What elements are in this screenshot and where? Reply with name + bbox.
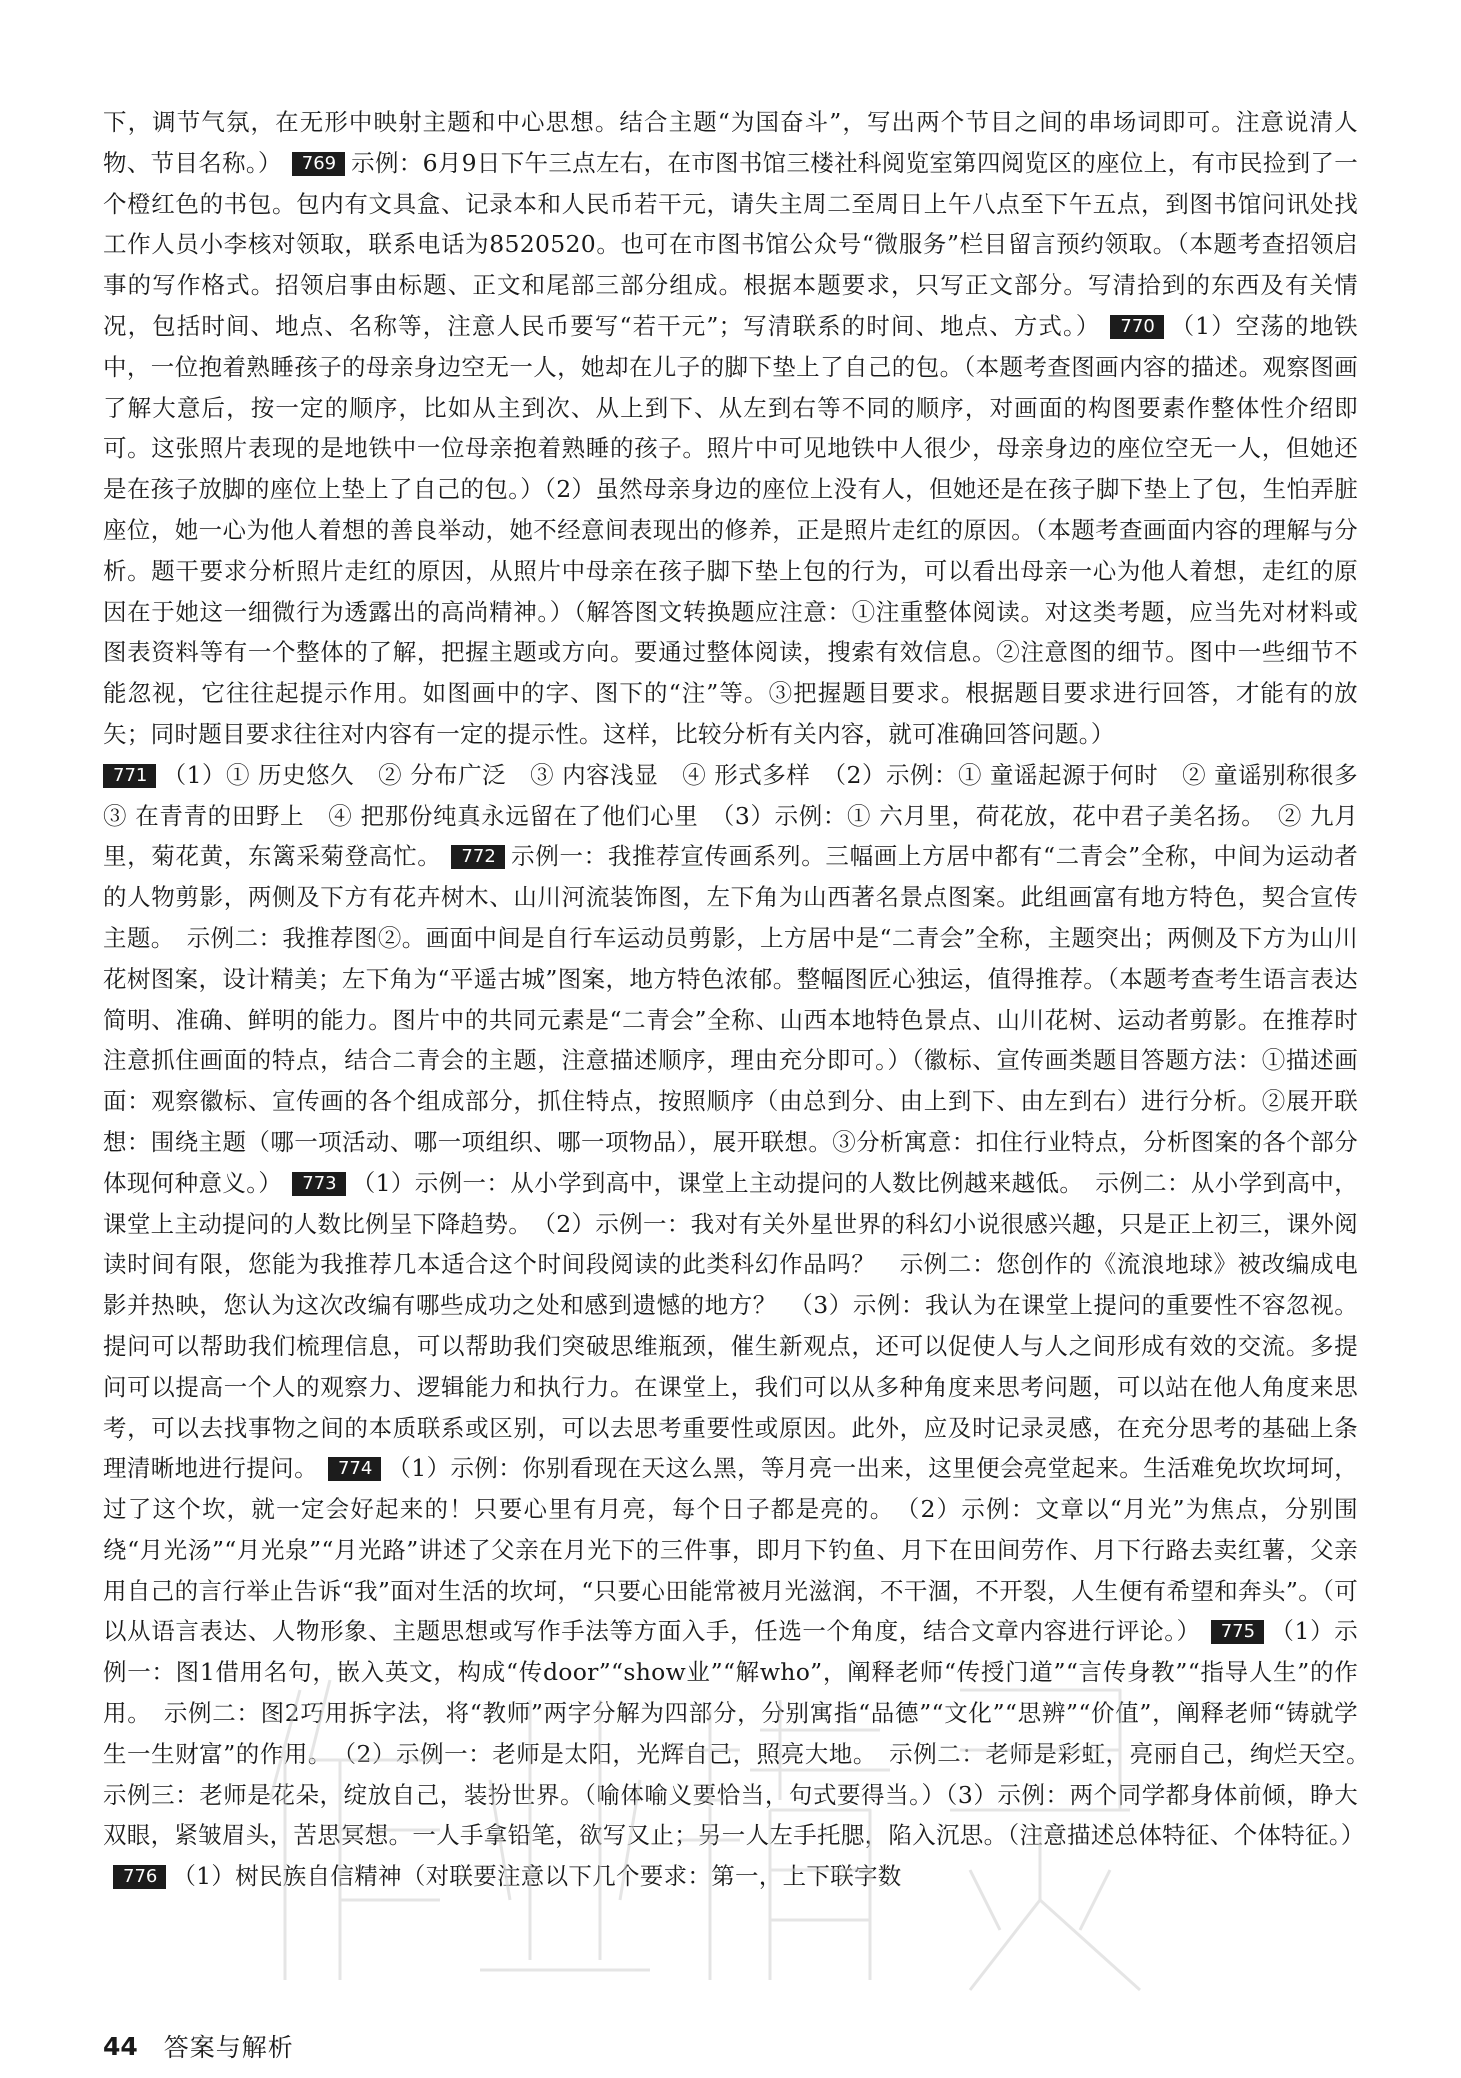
question-number-badge: 776 bbox=[113, 1865, 166, 1889]
answer-text: （1）空荡的地铁中，一位抱着熟睡孩子的母亲身边空无一人，她却在儿子的脚下垫上了自己的包。（本题考查图画内容的描述。观察图画了解大意后，按一定的顺序，比如从主到次、从上到下、从左到右等不同的顺序，对画面的构图要素作整体性介绍即可。这张照片表现的是地铁中一位母亲抱着熟睡的孩子。照片中可见地铁中人很少，母亲身边的座位空无一人，但她还是在孩子放脚的座位上垫上了自己的包。）（2）虽然母亲身边的座位上没有人，但她还是在孩子脚下垫上了包，生怕弄脏座位，她一心为他人着想的善良举动，她不经意间表现出的修养，正是照片走红的原因。（本题考查画面内容的理解与分析。题干要求分析照片走红的原因，从照片中母亲在孩子脚下垫上包的行为，可以看出母亲一心为他人着想，走红的原因在于她这一细微行为透露出的高尚精神。）（解答图文转换题应注意：①注重整体阅读。对这类考题，应当先对材料或图表资料等有一个整体的了解，把握主题或方向。要通过整体阅读，搜索有效信息。②注意图的细节。图中一些细节不能忽视，它往往起提示作用。如图画中的字、图下的“注”等。③把握题目要求。根据题目要求进行回答，才能有的放矢；同时题目要求往往对内容有一定的提示性。这样，比较分析有关内容，就可准确回答问题。） bbox=[103, 311, 1358, 748]
question-number-badge: 772 bbox=[451, 845, 504, 869]
question-number-badge: 770 bbox=[1110, 315, 1163, 339]
question-number-badge: 774 bbox=[328, 1457, 381, 1481]
page-footer bbox=[103, 2028, 294, 2064]
answer-text: 示例：6月9日下午三点左右，在市图书馆三楼社科阅览室第四阅览区的座位上，有市民捡到了一个橙红色的书包。包内有文具盒、记录本和人民币若干元，请失主周二至周日上午八点至下午五点，到图书馆问讯处找工作人员小李核对领取，联系电话为8520520。也可在市图书馆公众号“微服务”栏目留言预约领取。（本题考查招领启事的写作格式。招领启事由标题、正文和尾部三部分组成。根据本题要求，只写正文部分。写清拾到的东西及有关情况，包括时间、地点、名称等，注意人民币要写“若干元”；写清联系的时间、地点、方式。） bbox=[103, 148, 1358, 340]
answer-text: （1）① 历史悠久 ② 分布广泛 ③ 内容浅显 ④ 形式多样 （2）示例：① 童谣起源于何时 ② 童谣别称很多 ③ 在青青的田野上 ④ 把那份纯真永远留在了他们心里 （3）示例：① 六月里，荷花放，花中君子美名扬。 ② 九月里，菊花黄，东篱采菊登高忙。 bbox=[103, 760, 1382, 871]
answer-text: 示例一：我推荐宣传画系列。三幅画上方居中都有“二青会”全称，中间为运动者的人物剪影，两侧及下方有花卉树木、山川河流装饰图，左下角为山西著名景点图案。此组画富有地方特色，契合宣传主题。 示例二：我推荐图②。画面中间是自行车运动员剪影，上方居中是“二青会”全称，主题突出；两侧及下方为山川花树图案，设计精美；左下角为“平遥古城”图案，地方特色浓郁。整幅图匠心独运，值得推荐。（本题考查考生语言表达简明、准确、鲜明的能力。图片中的共同元素是“二青会”全称、山西本地特色景点、山川花树、运动者剪影。在推荐时注意抓住画面的特点，结合二青会的主题，注意描述顺序，理由充分即可。）（徽标、宣传画类题目答题方法：①描述画面：观察徽标、宣传画的各个组成部分，抓住特点，按照顺序（由总到分、由上到下、由左到右）进行分析。②展开联想：围绕主题（哪一项活动、哪一项组织、哪一项物品），展开联想。③分析寓意：扣住行业特点，分析图案的各个部分体现何种意义。） bbox=[103, 842, 1359, 1197]
answer-text: （1）示例：你别看现在天这么黑，等月亮一出来，这里便会亮堂起来。生活难免坎坎坷坷，过了这个坎，就一定会好起来的！只要心里有月亮，每个日子都是亮的。 （2）示例：文章以“月光”为焦点，分别围绕“月光汤”“月光泉”“月光路”讲述了父亲在月光下的三件事，即月下钓鱼、月下在田间劳作、月下行路去卖红薯，父亲用自己的言行举止告诉“我”面对生活的坎坷，“只要心田能常被月光滋润，不干涸，不开裂，人生便有希望和奔头”。（可以从语言表达、人物形象、主题思想或写作手法等方面入手，任选一个角度，结合文章内容进行评论。） bbox=[103, 1454, 1359, 1646]
page-number: 44 bbox=[103, 2031, 138, 2061]
answer-text: 下，调节气氛，在无形中映射主题和中心思想。结合主题“为国奋斗”，写出两个节目之间的串场词即可。注意说清人物、节目名称。） bbox=[103, 108, 1358, 177]
question-number-badge: 775 bbox=[1211, 1620, 1264, 1644]
answer-text: （1）示例一：从小学到高中，课堂上主动提问的人数比例越来越低。 示例二：从小学到高中，课堂上主动提问的人数比例呈下降趋势。 （2）示例一：我对有关外星世界的科幻小说很感兴趣，只是正上初三，课外阅读时间有限，您能为我推荐几本适合这个时间段阅读的此类科幻作品吗？ 示例二：您创作的《流浪地球》被改编成电影并热映，您认为这次改编有哪些成功之处和感到遗憾的地方？ （3）示例：我认为在课堂上提问的重要性不容忽视。提问可以帮助我们梳理信息，可以帮助我们突破思维瓶颈，催生新观点，还可以促使人与人之间形成有效的交流。多提问可以提高一个人的观察力、逻辑能力和执行力。在课堂上，我们可以从多种角度来思考问题，可以站在他人角度来思考，可以去找事物之间的本质联系或区别，可以去思考重要性或原因。此外，应及时记录灵感，在充分思考的基础上条理清晰地进行提问。 bbox=[103, 1168, 1358, 1483]
footer-title: 答案与解析 bbox=[163, 2033, 294, 2062]
answer-text: （1）示例一：图1借用名句，嵌入英文，构成“传door”“show业”“解who”，阐释老师“传授门道”“言传身教”“指导人生”的作用。 示例二：图2巧用拆字法，将“教师”两字分解为四部分，分别寓指“品德”“文化”“思辨”“价值”，阐释老师“铸就学生一生财富”的作用。 （2）示例一：老师是太阳，光辉自己，照亮大地。 示例二：老师是彩虹，亮丽自己，绚烂天空。 示例三：老师是花朵，绽放自己，装扮世界。（喻体喻义要恰当，句式要得当。）（3）示例：两个同学都身体前倾，睁大双眼，紧皱眉头，苦思冥想。一人手拿铅笔，欲写又止；另一人左手托腮，陷入沉思。（注意描述总体特征、个体特征。） bbox=[103, 1617, 1382, 1850]
answer-paragraph bbox=[103, 755, 1382, 1897]
answer-text-body bbox=[103, 102, 1382, 1897]
question-number-badge: 771 bbox=[103, 764, 156, 788]
question-number-badge: 769 bbox=[292, 152, 345, 176]
answer-paragraph bbox=[103, 102, 1358, 755]
answer-text: （1）树民族自信精神（对联要注意以下几个要求：第一，上下联字数 bbox=[172, 1862, 902, 1891]
question-number-badge: 773 bbox=[292, 1172, 345, 1196]
